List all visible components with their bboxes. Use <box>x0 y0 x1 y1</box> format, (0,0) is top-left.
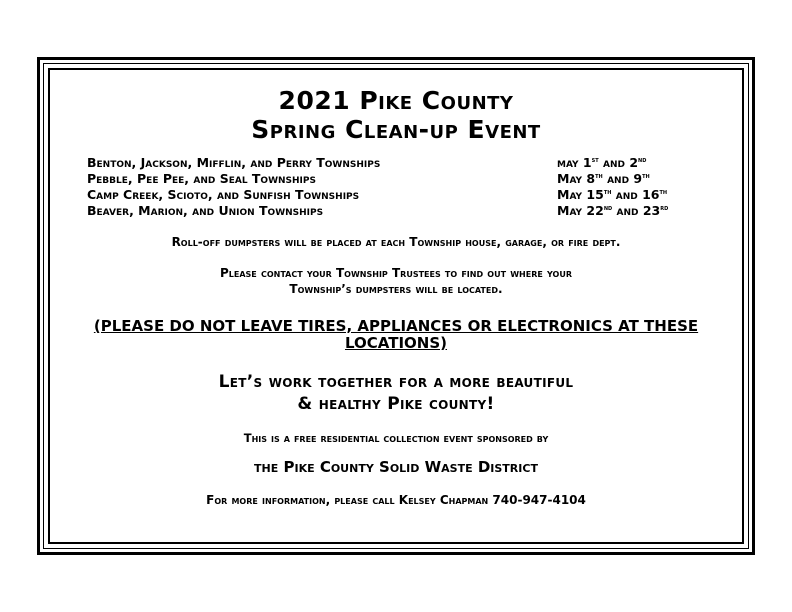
township-names: Camp Creek, Scioto, and Sunfish Townships <box>87 187 360 202</box>
event-date: May 22nd and 23rd <box>557 203 669 218</box>
event-date: May 8th and 9th <box>557 171 650 186</box>
info-line: For more information, please call Kelsey Chapman 740-947-4104 <box>206 493 586 507</box>
sponsor-line: This is a free residential collection event sponsored by <box>243 431 549 445</box>
schedule-row <box>87 171 707 187</box>
schedule-row <box>87 187 707 203</box>
slogan-line-1: Let’s work together for a more beautiful <box>218 372 574 392</box>
event-date: May 15th and 16th <box>557 187 668 202</box>
dumpster-note: Roll-off dumpsters will be placed at each Township house, garage, or fire dept. <box>171 235 621 249</box>
schedule-row <box>87 203 707 219</box>
warning-line-1: (PLEASE DO NOT LEAVE TIRES, APPLIANCES OR ELECTRONICS AT THESE <box>93 317 699 335</box>
slogan-line-2: & healthy Pike county! <box>297 394 495 414</box>
schedule-row <box>87 155 707 171</box>
event-date: may 1st and 2nd <box>557 155 647 170</box>
contact-line-2: Township’s dumpsters will be located. <box>289 282 503 296</box>
warning-line-2: LOCATIONS) <box>344 334 447 352</box>
district-name: the Pike County Solid Waste District <box>254 458 538 476</box>
title-line-1: 2021 Pike County <box>278 86 514 115</box>
contact-line-1: Please contact your Township Trustees to find out where your <box>220 266 572 280</box>
township-names: Pebble, Pee Pee, and Seal Townships <box>87 171 316 186</box>
schedule-list <box>87 155 707 219</box>
title-line-2: Spring Clean-up Event <box>251 115 541 144</box>
township-names: Benton, Jackson, Mifflin, and Perry Townships <box>87 155 381 170</box>
township-names: Beaver, Marion, and Union Townships <box>87 203 324 218</box>
